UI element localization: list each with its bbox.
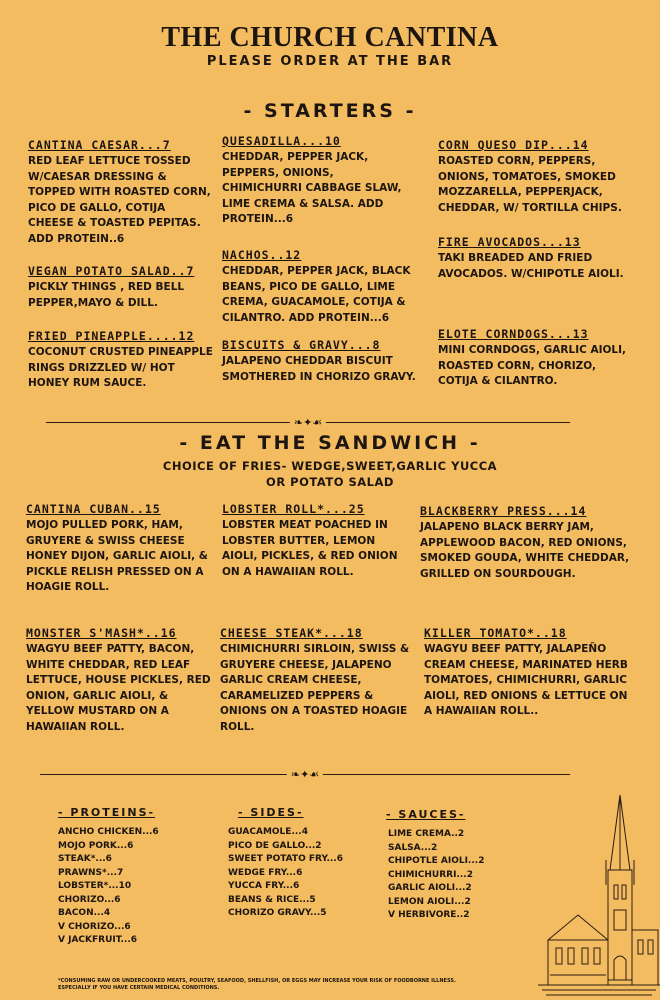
sandwich-heading: - EAT THE SANDWICH - [179,432,481,454]
menu-item [222,338,417,385]
menu-item [222,248,417,326]
list-item: V HERBIVORE..2 [388,910,470,920]
starters-heading: - STARTERS - [243,100,417,122]
item-title: LOBSTER ROLL*...25 [222,502,365,516]
item-desc: CHEDDAR, PEPPER JACK, BLACK BEANS, PICO DE GALLO, LIME CREMA, GUACAMOLE, COTIJA & CILANTRO. ADD PROTEIN...6 [222,265,411,324]
sandwich-subheading-2: OR POTATO SALAD [266,475,394,489]
footnote-line-2: ESPECIALLY IF YOU HAVE CERTAIN MEDICAL CONDITIONS. [58,985,220,991]
sauces-heading: - SAUCES- [386,808,466,821]
menu-item [28,264,213,311]
menu-item [222,502,412,580]
item-desc: MINI CORNDOGS, GARLIC AIOLI, ROASTED CORN, CHORIZO, COTIJA & CILANTRO. [438,344,627,387]
item-desc: CHIMICHURRI SIRLOIN, SWISS & GRUYERE CHEESE, JALAPENO GARLIC CREAM CHEESE, CARAMELIZED PEPPERS & ONIONS ON A TOASTED HOAGIE ROLL. [220,643,410,733]
item-desc: CHEDDAR, PEPPER JACK, PEPPERS, ONIONS, CHIMICHURRI CABBAGE SLAW, LIME CREMA & SALSA. ADD PROTEIN...6 [222,151,402,225]
item-title: NACHOS..12 [222,248,302,262]
list-item: LOBSTER*...10 [58,881,132,891]
list-item: CHORIZO GRAVY...5 [228,908,327,918]
menu-item [28,329,213,392]
ornament-icon: ❧✦☙ [290,416,326,430]
item-desc: TAKI BREADED AND FRIED AVOCADOS. W/CHIPOTLE AIOLI. [438,252,624,280]
list-item: GARLIC AIOLI...2 [388,883,472,893]
sauces-list [388,828,484,923]
section-divider [40,768,570,782]
menu-item [420,504,640,582]
menu-item [424,626,639,720]
list-item: ANCHO CHICKEN...6 [58,827,159,837]
footnote-line-1: *CONSUMING RAW OR UNDERCOOKED MEATS, POULTRY, SEAFOOD, SHELLFISH, OR EGGS MAY INCREASE YOUR RISK OF FOODBORNE ILLNESS. [58,978,456,984]
item-desc: RED LEAF LETTUCE TOSSED W/CAESAR DRESSING & TOPPED WITH ROASTED CORN, PICO DE GALLO, COTIJA CHEESE & TOASTED PEPITAS. ADD PROTEIN..6 [28,155,211,245]
item-title: QUESADILLA...10 [222,134,341,148]
list-item: BACON...4 [58,908,111,918]
menu-item [438,138,638,216]
sandwich-subheading-1: CHOICE OF FRIES- WEDGE,SWEET,GARLIC YUCCA [162,459,498,473]
list-item: V CHORIZO...6 [58,921,131,932]
item-title: ELOTE CORNDOGS...13 [438,327,589,341]
list-item: PICO DE GALLO...2 [228,840,322,851]
item-title: CANTINA CUBAN..15 [26,502,161,516]
item-desc: COCONUT CRUSTED PINEAPPLE RINGS DRIZZLED W/ HOT HONEY RUM SAUCE. [28,346,213,389]
ornament-icon: ❧✦☙ [287,768,323,782]
sides-heading: - SIDES- [238,806,304,819]
item-title: BISCUITS & GRAVY...8 [222,338,381,352]
list-item: STEAK*...6 [58,854,112,864]
item-desc: PICKLY THINGS , RED BELL PEPPER,MAYO & DILL. [28,281,185,309]
list-item: PRAWNS*...7 [58,867,124,878]
list-item: CHORIZO...6 [58,894,121,905]
item-desc: WAGYU BEEF PATTY, BACON, WHITE CHEDDAR, RED LEAF LETTUCE, HOUSE PICKLES, RED ONION, GARLIC AIOLI, & YELLOW MUSTARD ON A HAWAIIAN ROLL. [26,643,211,733]
menu-item [26,626,216,735]
proteins-list [58,826,159,948]
item-desc: JALAPENO BLACK BERRY JAM, APPLEWOOD BACON, RED ONIONS, SMOKED GOUDA, WHITE CHEDDAR, GRILLED ON SOURDOUGH. [420,521,630,580]
list-item: LIME CREMA..2 [388,829,465,839]
item-title: VEGAN POTATO SALAD..7 [28,264,195,278]
list-item: MOJO PORK...6 [58,840,134,851]
item-title: CANTINA CAESAR...7 [28,138,171,152]
item-title: FIRE AVOCADOS...13 [438,235,581,249]
item-title: FRIED PINEAPPLE....12 [28,329,195,343]
list-item: LEMON AIOLI...2 [388,896,471,907]
list-item: CHIMICHURRI...2 [388,869,473,880]
list-item: SWEET POTATO FRY...6 [228,854,343,864]
footnote [58,978,518,992]
list-item: WEDGE FRY...6 [228,867,303,878]
item-desc: ROASTED CORN, PEPPERS, ONIONS, TOMATOES, SMOKED MOZZARELLA, PEPPERJACK, CHEDDAR, W/ TORTILLA CHIPS. [438,155,622,214]
item-title: CHEESE STEAK*...18 [220,626,363,640]
section-divider [46,416,570,430]
list-item: YUCCA FRY...6 [228,881,300,891]
item-desc: MOJO PULLED PORK, HAM, GRUYERE & SWISS CHEESE HONEY DIJON, GARLIC AIOLI, & PICKLE RELISH PRESSED ON A HOAGIE ROLL. [26,519,208,593]
list-item: CHIPOTLE AIOLI...2 [388,856,485,866]
menu-item [222,134,417,228]
item-desc: LOBSTER MEAT POACHED IN LOBSTER BUTTER, LEMON AIOLI, PICKLES, & RED ONION ON A HAWAIIAN ROLL. [222,519,398,578]
item-title: KILLER TOMATO*..18 [424,626,567,640]
menu-item [28,138,213,247]
menu-item [26,502,216,596]
item-title: BLACKBERRY PRESS...14 [420,504,587,518]
list-item: BEANS & RICE...5 [228,894,316,905]
menu-item [438,327,638,390]
church-illustration-icon [538,790,660,1000]
proteins-heading: - PROTEINS- [58,806,156,819]
list-item: GUACAMOLE...4 [228,827,308,837]
page-title: THE CHURCH CANTINA [161,22,499,53]
item-desc: JALAPENO CHEDDAR BISCUIT SMOTHERED IN CHORIZO GRAVY. [222,355,416,383]
list-item: SALSA...2 [388,842,438,853]
page-subtitle: PLEASE ORDER AT THE BAR [206,54,454,69]
list-item: V JACKFRUIT...6 [58,935,138,945]
menu-item [438,235,638,282]
sides-list [228,826,343,921]
item-title: CORN QUESO DIP...14 [438,138,589,152]
item-title: MONSTER S'MASH*..16 [26,626,177,640]
menu-item [220,626,415,735]
item-desc: WAGYU BEEF PATTY, JALAPEÑO CREAM CHEESE, MARINATED HERB TOMATOES, CHIMICHURRI, GARLIC AIOLI, RED ONIONS & LETTUCE ON A HAWAIIAN ROLL.. [424,643,628,717]
